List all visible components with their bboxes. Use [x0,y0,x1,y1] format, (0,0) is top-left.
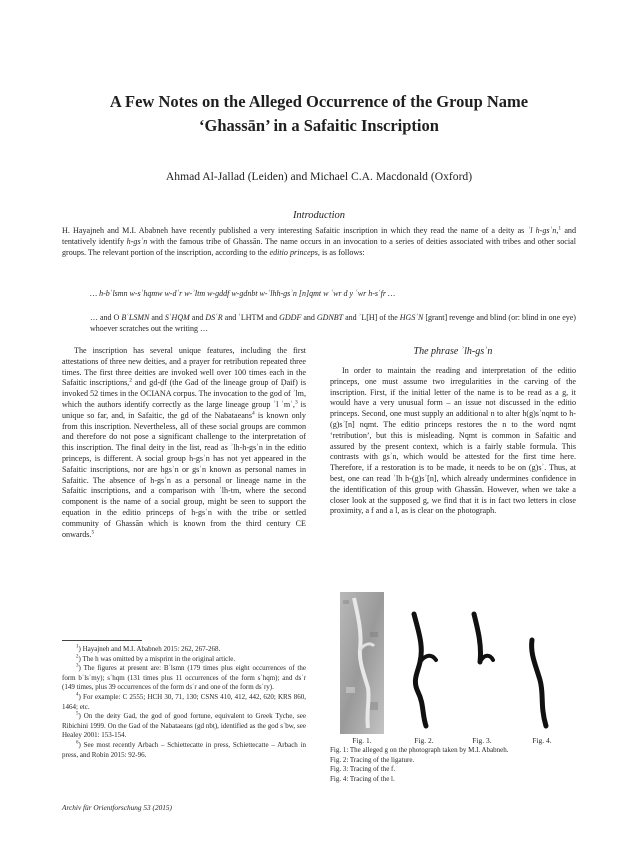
deity-name: ʾl h-gsʾn [527,226,557,235]
footnote: $^5$) On the deity Gad, the god of good fortune, equivalent to Greek Tyche, see Ribichini 1999. On the Gad of the Nabataeans (gd nbṭ), identified as the god sʿbw, see Healey 2001: 153-154. [62,711,306,740]
trans-j: GDNBT [316,313,344,322]
footnote-number: 5 [76,711,79,717]
figure-caption: Fig. 4: Tracing of the l. [330,774,395,783]
f-tracing-icon [466,610,496,690]
ligature-tracing-icon [402,610,442,730]
l-tracing-icon [524,636,554,732]
figure-panel [330,590,576,745]
left-text-4: is known only from this inscription. Nevertheless, all of these social groups are common and therefore do not pose a significant challenge to the interpretation of this inscription. The final deity in the list, read as ʾlh-h-gsʾn in the editio princeps, is different. A social group h-gsʾn has not yet appeared in the Safaitic inscriptions, nor are hgsʾn or gsʾn known as personal names in Safaitic. The absence of h-gsʾn as a personal or lineage name in the Safaitic inscriptions, and a comparison with ʾlh-tm, where the second component is the name of a social group, might be seen to support the equation in the editio princeps of h-gsʾn with the tribe or settled community of Ghassān which is known from the third century CE onwards. [62,410,306,539]
trans-i: and [301,313,317,322]
footnote-number: 4 [76,692,79,698]
title-line-1: A Few Notes on the Alleged Occurrence of the Group Name [109,92,529,111]
trans-e: and [189,313,206,322]
intro-text-e: , is as follows: [317,247,365,257]
footnote-number: 1 [76,644,79,650]
footnote: $^6$) See most recently Arbach – Schiettecatte in press, Schiettecatte – Arbach in press, and Robin 2015: 92-96. [62,740,306,759]
trans-m: HGSʾN [399,313,424,322]
trans-k: and ʾL[H] [343,313,378,322]
trans-n: [grant] revenge and blind (or: blind in one eye) whoever scratches out the writing … [90,313,576,333]
figure-captions [330,746,576,784]
figure-label-2: Fig. 2. [414,736,434,745]
group-name: h-gsʾn [126,236,148,246]
footnotes-list [62,645,306,760]
introduction-paragraph [62,226,576,258]
footnote-ref-2[interactable]: 2 [129,377,133,384]
footnote: $^1$) Hayajneh and M.I. Ababneh 2015: 262, 267-268. [76,644,221,653]
article-title [40,90,598,138]
author-line: Ahmad Al-Jallad (Leiden) and Michael C.A. Macdonald (Oxford) [165,170,473,183]
trans-l: of the [377,313,400,322]
footnote-number: 2 [76,654,79,660]
trans-d: SʿHQM [164,313,190,322]
intro-text-c: and tentatively identify [62,226,576,246]
footnote-ref-3[interactable]: 3 [294,399,298,406]
footnote: $^2$) The h was omitted by a misprint in the original article. [76,654,236,663]
figure-caption: Fig. 1: The alleged g on the photograph taken by M.I. Ababneh. [330,746,509,754]
inscription-photo [340,592,384,734]
figure-label-1: Fig. 1. [352,736,372,745]
editio-princeps: editio princeps [269,247,318,257]
inscription-translation [90,313,576,335]
footnote-ref-1[interactable]: 1 [558,225,562,232]
footnote-text: For example: C 2555; HCH 30, 71, 130; CSNS 410, 412, 442, 620; KRS 860, 1464; etc. [62,692,306,711]
trans-g: and ʾLHTM and [222,313,280,322]
intro-text-b: , [556,226,559,235]
footnote: $^4$) For example: C 2555; HCH 30, 71, 130; CSNS 410, 412, 442, 620; KRS 860, 1464; etc. [62,692,306,711]
footnote-text: The h was omitted by a misprint in the original article. [82,654,236,663]
figure-caption: Fig. 2: Tracing of the ligature. [330,755,415,764]
footnote-ref-5[interactable]: 5 [91,528,95,535]
journal-citation: Archiv für Orientforschung 53 (2015) [62,803,172,812]
footnote-text: The figures at present are: Bʿlsmn (179 times plus eight occurrences of the form bʿlsʿmy); sʿhqm (131 times plus 11 occurrences of the form sʿhqm); and dsʿr (149 times, plus 39 occurrences of the form dsʿr and one of the form dsʿry). [62,664,306,692]
trans-b: BʿLSMN [121,313,150,322]
footnote-number: 6 [76,740,79,746]
inscription-transliteration: … h-bʿlsmn w-sʿhqmw w-dʾr w-ʾltm w-gddf w-gdnbt w-ʾlhh-gsʾn [n]qmt w ʿwr d y ʿwr h-sʿfr … [90,289,396,298]
trans-a: … and O [90,313,122,322]
trans-f: DSʿR [205,313,223,322]
figure-label-4: Fig. 4. [532,736,552,745]
footnote-text: Hayajneh and M.I. Ababneh 2015: 262, 267-268. [82,645,221,653]
title-line-2: ‘Ghassān’ in a Safaitic Inscription [199,116,439,135]
left-text-2: and gd-ḍf (the Gad of the lineage group of Ḍaif) is invoked 52 times in the OCIANA corpus. The invocation to the god of ʾlm, which the authors identify correctly as the large lineage group ʾl ʿmʾ, [62,378,306,409]
figure-caption: Fig. 3: Tracing of the f. [330,765,396,774]
figure-label-3: Fig. 3. [472,736,492,745]
trans-h: GDDF [279,313,302,322]
introduction-heading: Introduction [292,210,346,221]
intro-text-d: with the famous tribe of Ghassān. The name occurs in an invocation to a series of deities associated with tribes and other social groups. The relevant portion of the inscription, according to the [62,236,576,257]
footnote-number: 3 [76,663,79,669]
phrase-heading: The phrase ʾlh-gsʾn [413,346,493,357]
intro-text-a: H. Hayajneh and M.I. Ababneh have recently published a very interesting Safaitic inscription in which they read the name of a deity as [62,226,528,235]
footnote-divider [62,640,142,641]
journal-footer [62,803,172,812]
footnote-text: On the deity Gad, the god of good fortune, equivalent to Greek Tyche, see Ribichini 1999. On the Gad of the Nabataeans (gd nbṭ), identified as the god sʿbw, see Healey 2001: 153-154. [62,712,306,740]
right-column-paragraph: In order to maintain the reading and interpretation of the editio princeps, one must assume two irregularities in the carving of the inscription. First, if the initial letter of the name is to be read as a g, it would have a very unusual form – an issue not discussed in the editio princeps. Second, one must supply an additional n to alter h(g)sʾnqmt to h-(g)sʾ[n] nqmt. The editio princeps restores the n to the word nqmt ‘retribution’, but this is misleading. Nqmt is common in Safaitic and assured by the present context, which is a fairly stable formula. This contrasts with gsʾn, which would be attested for the first time here. Therefore, if a restoration is to be made, it needs to be on (g)sʾ. Thus, at best, one can read ʾlh h-(g)sʾ[n], which already undermines confidence in the identification of this group with Ghassān. However, when we take a closer look at the supposed g, we find that it is in fact two letters in close proximity, a f and a l, as is clear on the photograph. [330,366,576,516]
left-column-paragraph [62,346,306,540]
footnote-text: See most recently Arbach – Schiettecatte in press, Schiettecatte – Arbach in press, and Robin 2015: 92-96. [62,740,306,759]
trans-c: and [149,313,165,322]
left-text-1: The inscription has several unique features, including the first attestations of three new deities, and a prayer for retribution repeated three times. The first three deities are invoked well over 100 times each in the Safaitic inscriptions, [62,346,306,388]
left-text-3: is unique so far, and, in Safaitic, the gd of the Nabataeans [62,399,306,420]
footnote-ref-4[interactable]: 4 [251,410,255,417]
footnote: $^3$) The figures at present are: Bʿlsmn (179 times plus eight occurrences of the form bʿlsʿmy); sʿhqm (131 times plus 11 occurrences of the form sʿhqm); and dsʿr (149 times, plus 39 occurrences of the form dsʿr and one of the form dsʿry). [62,663,306,692]
